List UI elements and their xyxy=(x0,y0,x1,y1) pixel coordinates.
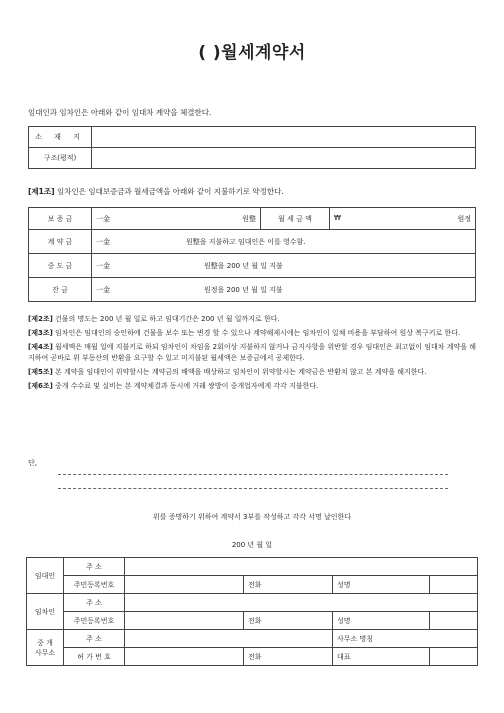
middle-text: 원整을 200 년 월 일 지불 xyxy=(204,261,283,270)
lessee-id-cell[interactable] xyxy=(125,612,244,630)
balance-prefix: 一金 xyxy=(96,285,110,294)
agent-label-line-1: 중 개 xyxy=(37,638,53,647)
agent-address-label: 주 소 xyxy=(64,630,125,648)
location-label xyxy=(29,127,92,148)
deposit-value-cell[interactable] xyxy=(92,208,261,230)
article-3-tag: [제3조] xyxy=(28,329,53,337)
monthly-value-cell[interactable] xyxy=(330,208,476,230)
agent-label xyxy=(27,630,64,666)
contract-prefix: 一金 xyxy=(96,237,110,246)
lessee-seal-cell[interactable] xyxy=(430,612,478,630)
contract-value-cell[interactable] xyxy=(92,230,476,254)
lessor-address-cell[interactable] xyxy=(125,558,478,576)
middle-prefix: 一金 xyxy=(96,261,110,270)
payment-table xyxy=(28,207,476,302)
agent-phone-cell[interactable] xyxy=(244,648,333,666)
monthly-label: 월 세 금 액 xyxy=(261,208,330,230)
article-1-tag: [제1조] xyxy=(28,187,55,196)
lessor-id-label: 주민등록번호 xyxy=(64,576,125,594)
contract-text: 원整을 지불하고 임대인은 이를 영수함. xyxy=(186,237,306,246)
lessee-label: 임차인 xyxy=(27,594,64,630)
article-2 xyxy=(28,314,478,325)
special-terms-label: 단, xyxy=(28,459,37,467)
agent-rep-label: 대표 xyxy=(337,652,351,661)
article-1 xyxy=(28,186,478,197)
monthly-prefix: ₩ xyxy=(334,213,341,222)
middle-value-cell[interactable] xyxy=(92,254,476,278)
monthly-unit: 원정 xyxy=(457,214,471,223)
lessee-phone-cell[interactable] xyxy=(244,612,333,630)
article-2-text: 건물의 명도는 200 년 월 일로 하고 임대기간은 200 년 월 일까지로 한다. xyxy=(52,315,280,323)
location-label-text: 소 재 지 xyxy=(35,133,85,141)
special-terms-line-2[interactable] xyxy=(58,488,448,489)
agent-license-cell[interactable] xyxy=(125,648,244,666)
deposit-unit: 원整 xyxy=(242,214,256,223)
balance-label: 잔 금 xyxy=(29,278,92,302)
lessor-phone-cell[interactable] xyxy=(244,576,333,594)
article-5-text: 본 계약을 임대인이 위약할시는 계약금의 배액을 배상하고 임차인이 위약할시는 계약금은 반환치 않고 본 계약을 해지한다. xyxy=(52,368,427,376)
middle-label: 중 도 금 xyxy=(29,254,92,278)
contract-date: 200 년 월 일 xyxy=(231,541,273,549)
agent-address-cell[interactable] xyxy=(125,630,333,648)
lessee-id-label: 주민등록번호 xyxy=(64,612,125,630)
article-5 xyxy=(28,367,478,378)
deposit-label: 보 증 금 xyxy=(29,208,92,230)
document-title: ( )월세계약서 xyxy=(198,43,306,63)
balance-value-cell[interactable] xyxy=(92,278,476,302)
property-table xyxy=(28,126,476,169)
agent-phone-label: 전화 xyxy=(248,652,262,661)
lessee-address-cell[interactable] xyxy=(125,594,478,612)
article-4 xyxy=(28,342,478,364)
lessor-name-label: 성명 xyxy=(337,580,351,589)
agent-seal-cell[interactable] xyxy=(430,648,478,666)
agent-label-line-2: 사무소 xyxy=(34,648,56,657)
contract-label: 계 약 금 xyxy=(29,230,92,254)
articles-block xyxy=(28,314,478,392)
location-value-cell[interactable] xyxy=(92,127,476,148)
lessee-name-label: 성명 xyxy=(337,616,351,625)
article-6-text: 중개 수수료 및 실비는 본 계약체결과 동시에 거래 쌍방이 중개업자에게 각각 지불한다. xyxy=(52,382,319,390)
lessor-label: 임대인 xyxy=(27,558,64,594)
article-4-text: 월세액은 매월 일에 지불키로 하되 임차인이 차임을 2회이상 지불하지 않거나 금지사항을 위반할 경우 임대인은 최고없이 임대차 계약을 해지하여 곧바로 위 부동산의 반환을 요구할 수 있고 미지불된 월세액은 보증금에서 공제한다. xyxy=(28,343,476,362)
agent-office-label: 사무소 명칭 xyxy=(337,634,374,643)
special-terms-line-1[interactable] xyxy=(58,474,448,475)
agent-license-label: 허 가 번 호 xyxy=(64,648,125,666)
lessee-name-cell[interactable] xyxy=(333,612,430,630)
article-6 xyxy=(28,381,478,392)
balance-text: 원정을 200 년 월 일 지불 xyxy=(204,285,283,294)
lessee-address-label: 주 소 xyxy=(64,594,125,612)
article-3 xyxy=(28,328,478,339)
lessor-seal-cell[interactable] xyxy=(430,576,478,594)
article-4-tag: [제4조] xyxy=(28,343,53,351)
deposit-prefix: 一金 xyxy=(96,214,110,223)
article-1-text: 임차인은 임대보증금과 월세금액을 아래와 같이 지불하기로 약정한다. xyxy=(54,187,284,196)
article-3-text: 임차인은 임대인의 승인하에 건물을 보수 또는 변경 할 수 있으나 계약해제시에는 임차인이 일체 비용을 부담하여 원상 복구키로 한다. xyxy=(52,329,461,337)
intro-text: 임대인과 임차인은 아래와 같이 임대차 계약을 체결한다. xyxy=(28,108,212,117)
agent-rep-cell[interactable] xyxy=(333,648,430,666)
lessor-id-cell[interactable] xyxy=(125,576,244,594)
closing-statement: 위를 증명하기 위하여 계약서 3부를 작성하고 각각 서명 날인한다 xyxy=(152,513,352,521)
structure-value-cell[interactable] xyxy=(92,148,476,169)
parties-table xyxy=(26,557,478,666)
article-2-tag: [제2조] xyxy=(28,315,53,323)
structure-label: 구조(평적) xyxy=(29,148,92,169)
lessor-name-cell[interactable] xyxy=(333,576,430,594)
lessor-phone-label: 전화 xyxy=(248,580,262,589)
agent-office-cell[interactable] xyxy=(333,630,478,648)
article-5-tag: [제5조] xyxy=(28,368,53,376)
article-6-tag: [제6조] xyxy=(28,382,53,390)
lessee-phone-label: 전화 xyxy=(248,616,262,625)
lessor-address-label: 주 소 xyxy=(64,558,125,576)
